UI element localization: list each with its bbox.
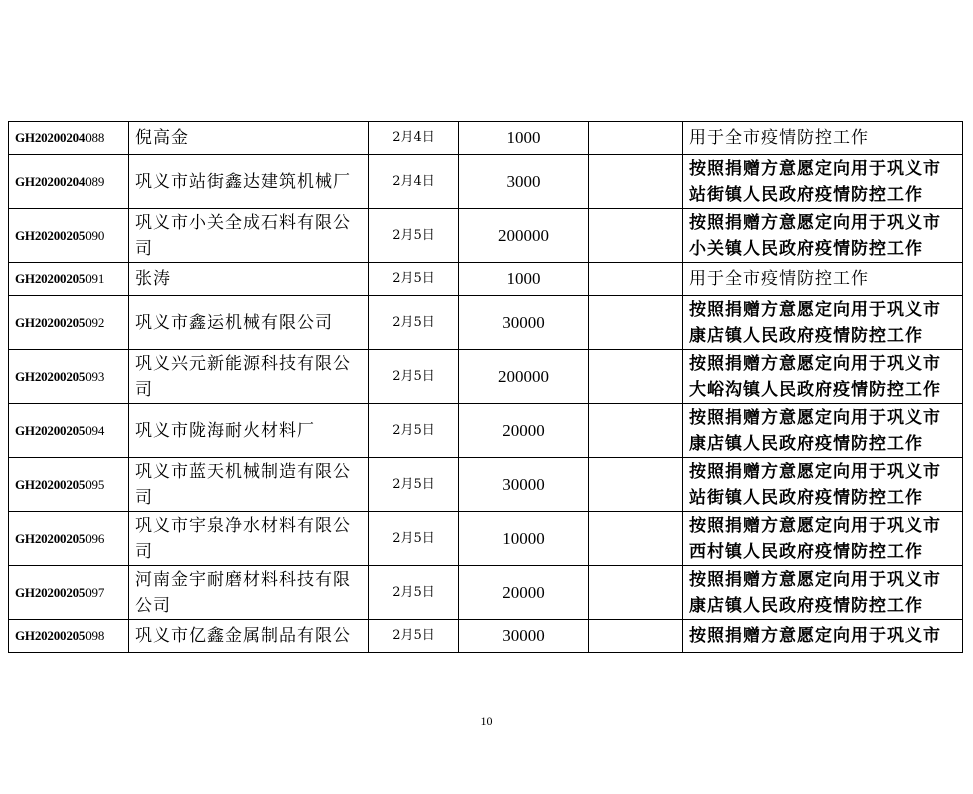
donation-table — [8, 121, 963, 653]
blank-cell — [589, 566, 683, 620]
donation-date: 2月5日 — [369, 512, 459, 566]
record-code: GH20200205091 — [9, 263, 129, 296]
blank-cell — [589, 296, 683, 350]
table-row — [9, 620, 963, 653]
record-code: GH20200205092 — [9, 296, 129, 350]
donor-name: 巩义市陇海耐火材料厂 — [129, 404, 369, 458]
donation-date: 2月5日 — [369, 350, 459, 404]
blank-cell — [589, 263, 683, 296]
donation-purpose: 用于全市疫情防控工作 — [683, 263, 963, 296]
donation-purpose: 按照捐赠方意愿定向用于巩义市 — [683, 620, 963, 653]
donation-purpose: 用于全市疫情防控工作 — [683, 122, 963, 155]
blank-cell — [589, 620, 683, 653]
blank-cell — [589, 209, 683, 263]
table-row — [9, 458, 963, 512]
donor-name: 巩义市蓝天机械制造有限公司 — [129, 458, 369, 512]
donation-date: 2月5日 — [369, 620, 459, 653]
record-code: GH20200205093 — [9, 350, 129, 404]
donation-purpose: 按照捐赠方意愿定向用于巩义市小关镇人民政府疫情防控工作 — [683, 209, 963, 263]
donation-amount: 1000 — [459, 263, 589, 296]
donation-purpose: 按照捐赠方意愿定向用于巩义市大峪沟镇人民政府疫情防控工作 — [683, 350, 963, 404]
table-row — [9, 350, 963, 404]
table-row — [9, 404, 963, 458]
record-code: GH20200205094 — [9, 404, 129, 458]
donation-purpose: 按照捐赠方意愿定向用于巩义市康店镇人民政府疫情防控工作 — [683, 296, 963, 350]
donation-amount: 200000 — [459, 209, 589, 263]
table-row — [9, 296, 963, 350]
donation-amount: 1000 — [459, 122, 589, 155]
donation-date: 2月4日 — [369, 122, 459, 155]
donation-date: 2月5日 — [369, 209, 459, 263]
blank-cell — [589, 350, 683, 404]
donation-date: 2月5日 — [369, 566, 459, 620]
blank-cell — [589, 122, 683, 155]
donation-purpose: 按照捐赠方意愿定向用于巩义市站街镇人民政府疫情防控工作 — [683, 458, 963, 512]
donation-date: 2月5日 — [369, 404, 459, 458]
donation-purpose: 按照捐赠方意愿定向用于巩义市站街镇人民政府疫情防控工作 — [683, 155, 963, 209]
page-number: 10 — [480, 714, 493, 728]
record-code: GH20200204089 — [9, 155, 129, 209]
donation-date: 2月5日 — [369, 263, 459, 296]
donation-date: 2月5日 — [369, 458, 459, 512]
blank-cell — [589, 512, 683, 566]
donation-amount: 200000 — [459, 350, 589, 404]
table-row — [9, 155, 963, 209]
record-code: GH20200205098 — [9, 620, 129, 653]
table-row — [9, 122, 963, 155]
blank-cell — [589, 458, 683, 512]
donor-name: 巩义兴元新能源科技有限公司 — [129, 350, 369, 404]
donor-name: 巩义市亿鑫金属制品有限公 — [129, 620, 369, 653]
table-row — [9, 566, 963, 620]
donation-amount: 30000 — [459, 458, 589, 512]
donation-amount: 10000 — [459, 512, 589, 566]
blank-cell — [589, 404, 683, 458]
donor-name: 巩义市宇泉净水材料有限公司 — [129, 512, 369, 566]
blank-cell — [589, 155, 683, 209]
donor-name: 巩义市鑫运机械有限公司 — [129, 296, 369, 350]
donation-amount: 20000 — [459, 566, 589, 620]
donor-name: 河南金宇耐磨材料科技有限公司 — [129, 566, 369, 620]
donation-amount: 20000 — [459, 404, 589, 458]
table-row — [9, 512, 963, 566]
donation-amount: 3000 — [459, 155, 589, 209]
donation-date: 2月5日 — [369, 296, 459, 350]
donation-purpose: 按照捐赠方意愿定向用于巩义市康店镇人民政府疫情防控工作 — [683, 404, 963, 458]
donation-purpose: 按照捐赠方意愿定向用于巩义市西村镇人民政府疫情防控工作 — [683, 512, 963, 566]
record-code: GH20200205090 — [9, 209, 129, 263]
record-code: GH20200205095 — [9, 458, 129, 512]
donation-amount: 30000 — [459, 296, 589, 350]
table-row — [9, 209, 963, 263]
record-code: GH20200205096 — [9, 512, 129, 566]
donor-name: 张涛 — [129, 263, 369, 296]
table-row — [9, 263, 963, 296]
donation-purpose: 按照捐赠方意愿定向用于巩义市康店镇人民政府疫情防控工作 — [683, 566, 963, 620]
donor-name: 倪高金 — [129, 122, 369, 155]
donation-date: 2月4日 — [369, 155, 459, 209]
donation-amount: 30000 — [459, 620, 589, 653]
donor-name: 巩义市站街鑫达建筑机械厂 — [129, 155, 369, 209]
donor-name: 巩义市小关全成石料有限公司 — [129, 209, 369, 263]
record-code: GH20200205097 — [9, 566, 129, 620]
record-code: GH20200204088 — [9, 122, 129, 155]
